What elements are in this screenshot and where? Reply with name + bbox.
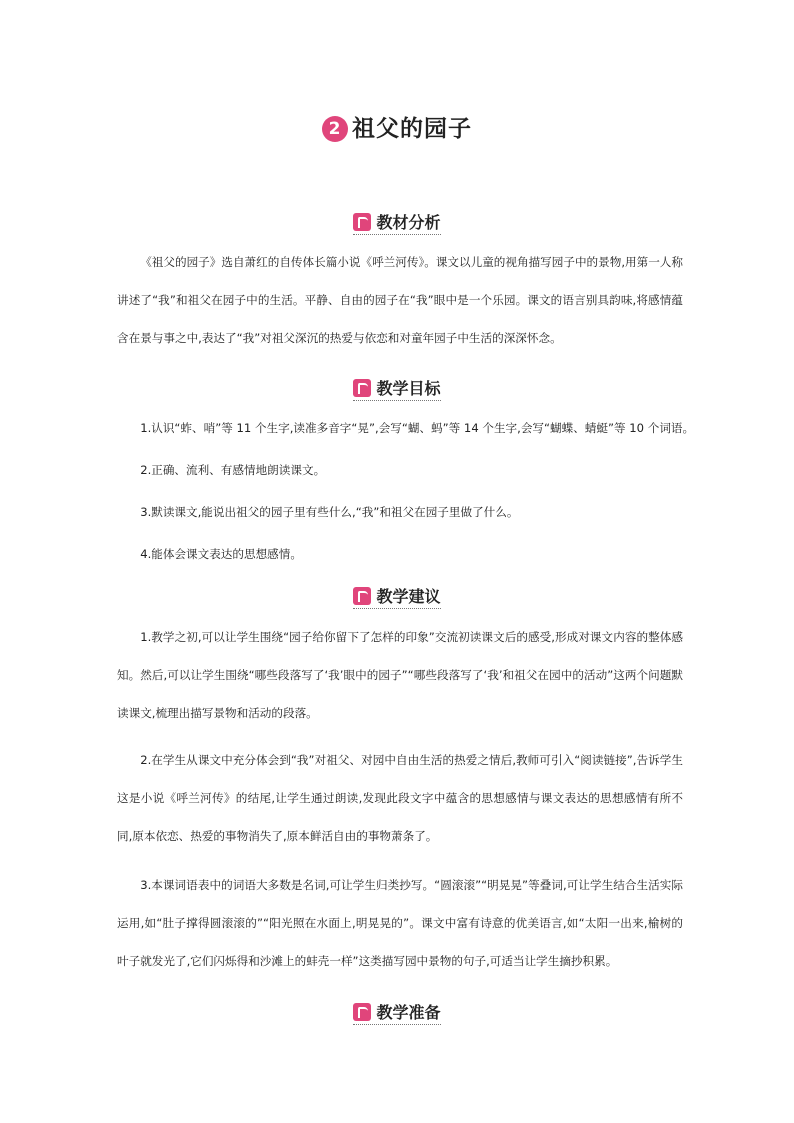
section-heading-suggestions: 教学建议: [0, 584, 794, 609]
suggestion-paragraph: 3.本课词语表中的词语大多数是名词,可让学生归类抄写。“圆滚滚”“明晃晃”等叠词,可让学生结合生活实际运用,如“肚子撑得圆滚滚的”“阳光照在水面上,明晃晃的”。课文中富有诗意的优美语言,如“太阳一出来,榆树的叶子就发光了,它们闪烁得和沙滩上的蚌壳一样”这类描写园中景物的句子,可适当让学生摘抄积累。: [117, 878, 683, 968]
suggestion-paragraph: 1.教学之初,可以让学生围绕“园子给你留下了怎样的印象”交流初读课文后的感受,形成对课文内容的整体感知。然后,可以让学生围绕“哪些段落写了‘我’眼中的园子”“哪些段落写了‘我’和祖父在园中的活动”这两个问题默读课文,梳理出描写景物和活动的段落。: [117, 630, 683, 720]
flag-icon: [353, 587, 371, 605]
flag-icon: [353, 1003, 371, 1021]
analysis-paragraph: 《祖父的园子》选自萧红的自传体长篇小说《呼兰河传》。课文以儿童的视角描写园子中的景物,用第一人称讲述了“我”和祖父在园子中的生活。平静、自由的园子在“我”眼中是一个乐园。课文的语言别具韵味,将感情蕴含在景与事之中,表达了“我”对祖父深沉的热爱与依恋和对童年园子中生活的深深怀念。: [117, 255, 683, 345]
section-heading-analysis: 教材分析: [0, 210, 794, 235]
goal-item: 1.认识“蚱、哨”等 11 个生字,读准多音字“晃”,会写“蝴、蚂”等 14 个生字,会写“蝴蝶、蜻蜓”等 10 个词语。: [140, 421, 695, 435]
suggestion-paragraph: 2.在学生从课文中充分体会到“我”对祖父、对园中自由生活的热爱之情后,教师可引入“阅读链接”,告诉学生这是小说《呼兰河传》的结尾,让学生通过朗读,发现此段文字中蕴含的思想感情与课文表达的思想感情有所不同,原本依恋、热爱的事物消失了,原本鲜活自由的事物萧条了。: [117, 753, 683, 843]
goal-item: 2.正确、流利、有感情地朗读课文。: [140, 463, 326, 477]
flag-icon: [353, 213, 371, 231]
lesson-number-badge: 2: [322, 116, 348, 142]
section-heading-goals: 教学目标: [0, 376, 794, 401]
flag-icon: [353, 379, 371, 397]
goal-item: 3.默读课文,能说出祖父的园子里有些什么,“我”和祖父在园子里做了什么。: [140, 505, 519, 519]
section-heading-preparation: 教学准备: [0, 1000, 794, 1025]
page-title: [0, 110, 794, 143]
goal-item: 4.能体会课文表达的思想感情。: [140, 547, 302, 561]
lesson-title: 祖父的园子: [352, 116, 472, 142]
